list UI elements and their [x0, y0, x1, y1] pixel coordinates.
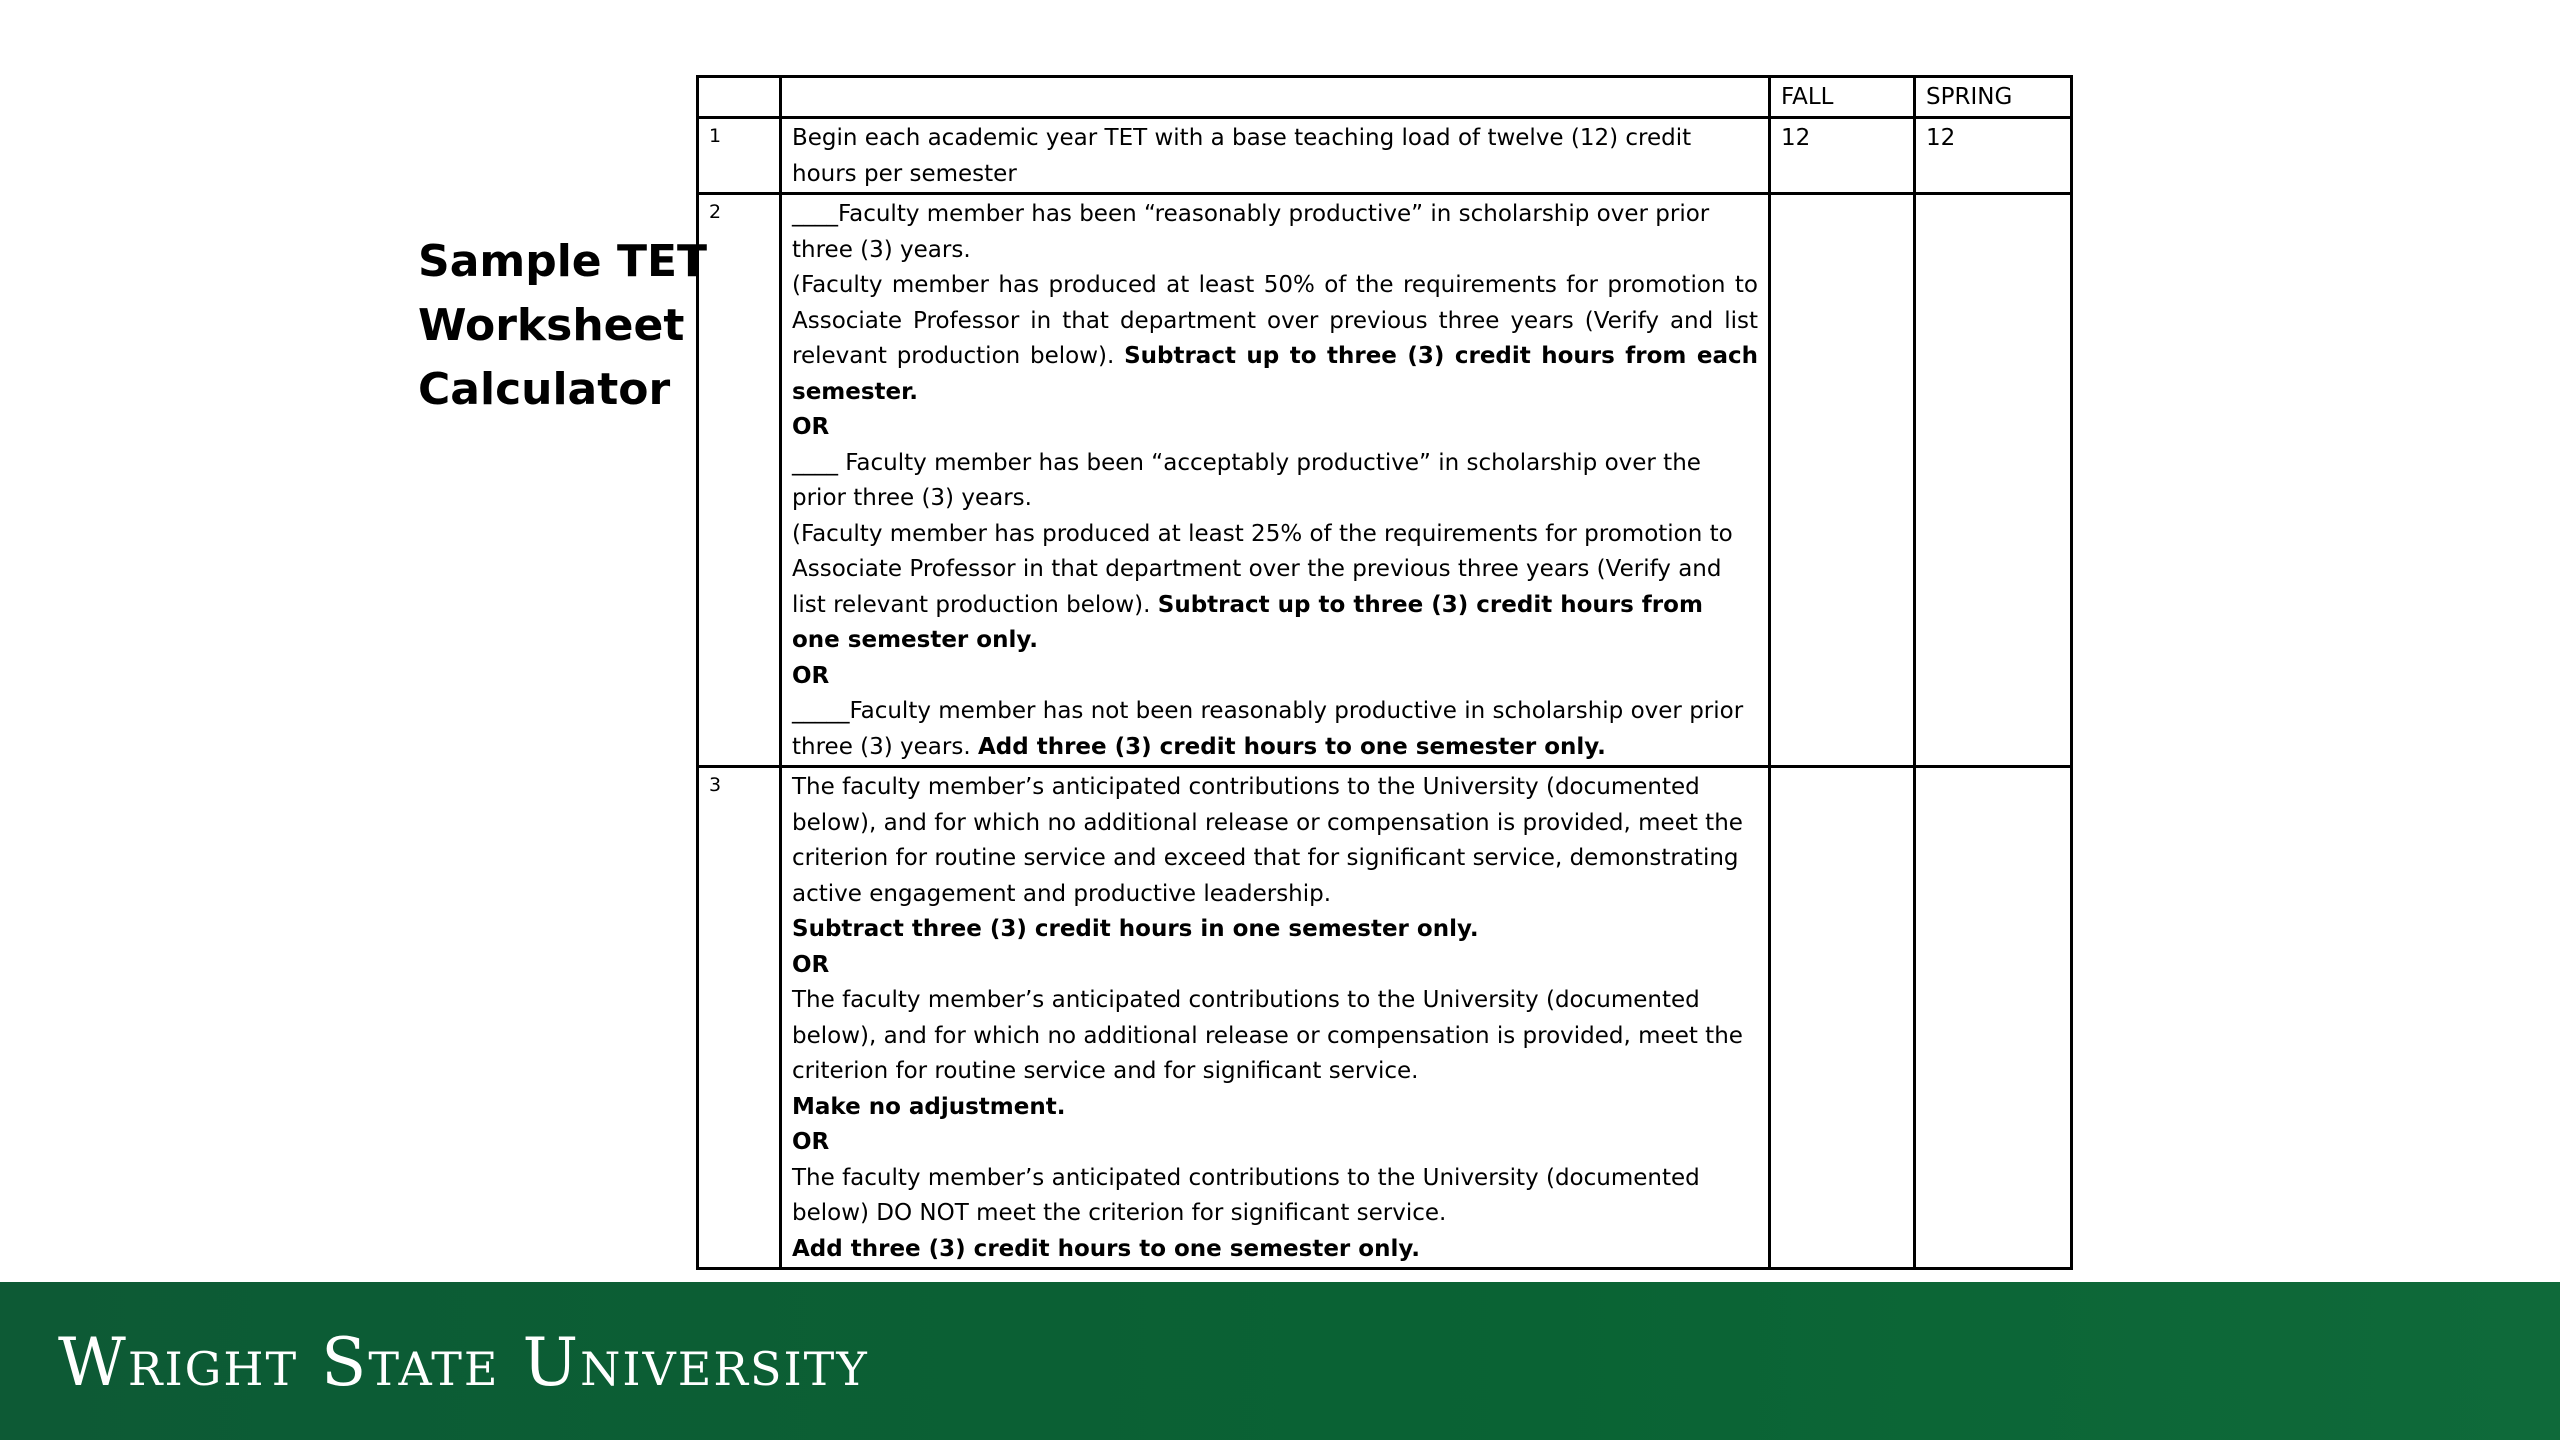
- scholarship-option-acceptable: ____ Faculty member has been “acceptably productive” in scholarship over the prior three (3) years.: [792, 449, 1701, 511]
- fall-cell[interactable]: [1770, 194, 1915, 767]
- header-desc-cell: [781, 77, 1770, 118]
- or-separator: [792, 948, 1758, 984]
- fall-cell[interactable]: [1770, 767, 1915, 1269]
- adjustment-line: [792, 1090, 1758, 1126]
- row-number: 1: [698, 118, 781, 194]
- service-option-not-meet: The faculty member’s anticipated contributions to the University (documented below) DO NOT meet the criterion for significant service.: [792, 1164, 1700, 1226]
- table-header-row: [698, 77, 2072, 118]
- row-description: [781, 767, 1770, 1269]
- title-line: Worksheet: [418, 300, 685, 351]
- detail-text: (Faculty member has produced at least 25% of the requirements for promotion to Associate Professor in that department over the previous three years (Verify and list relevant production below).: [792, 520, 1733, 618]
- scholarship-option-acceptable-detail: [792, 517, 1758, 659]
- scholarship-option-not-productive: [792, 694, 1758, 765]
- slide-title: [418, 230, 708, 422]
- row-description: [781, 194, 1770, 767]
- spring-cell[interactable]: [1915, 767, 2072, 1269]
- footer-banner: [0, 1282, 2560, 1440]
- base-load-text: Begin each academic year TET with a base teaching load of twelve (12) credit hours per semester: [792, 125, 1692, 187]
- or-label: OR: [792, 1129, 830, 1155]
- scholarship-option-reasonable: ____Faculty member has been “reasonably productive” in scholarship over prior three (3) years.: [792, 201, 1710, 263]
- service-option-exceeds: The faculty member’s anticipated contributions to the University (documented below), and for which no additional release or compensation is provided, meet the criterion for routine service and exceed that for significant service, demonstrating active engagement and productive leadership.: [792, 774, 1743, 907]
- spring-cell[interactable]: [1915, 194, 2072, 767]
- adjustment-text: Add three (3) credit hours to one semester only.: [792, 1235, 1420, 1262]
- detail-text: (Faculty member has produced at least 50% of the requirements for promotion to Associate Professor in that department over previous three years (Verify and list relevant production below).: [792, 272, 1758, 369]
- scholarship-option-reasonable-detail: [792, 268, 1758, 410]
- adjustment-text: Subtract up to three (3) credit hours from each semester.: [792, 343, 1758, 405]
- title-line: Sample TET: [418, 236, 708, 287]
- row-number: 3: [698, 767, 781, 1269]
- or-label: OR: [792, 662, 830, 689]
- option-text: _____Faculty member has not been reasonably productive in scholarship over prior three (3) years.: [792, 698, 1744, 760]
- adjustment-line: [792, 1232, 1758, 1268]
- or-label: OR: [792, 414, 830, 440]
- fall-cell[interactable]: 12: [1770, 118, 1915, 194]
- or-separator: [792, 1125, 1758, 1161]
- spring-cell[interactable]: 12: [1915, 118, 2072, 194]
- row-description: [781, 118, 1770, 194]
- table-row: [698, 194, 2072, 767]
- table-row: [698, 118, 2072, 194]
- service-option-meets: The faculty member’s anticipated contributions to the University (documented below), and for which no additional release or compensation is provided, meet the criterion for routine service and for significant service.: [792, 987, 1743, 1084]
- header-fall: FALL: [1770, 77, 1915, 118]
- adjustment-text: Subtract up to three (3) credit hours from one semester only.: [792, 591, 1703, 653]
- title-line: Calculator: [418, 364, 671, 415]
- table-row: [698, 767, 2072, 1269]
- row-number: 2: [698, 194, 781, 767]
- header-num-cell: [698, 77, 781, 118]
- adjustment-line: [792, 912, 1758, 948]
- or-label: OR: [792, 951, 830, 978]
- university-wordmark: Wright State University: [58, 1324, 869, 1401]
- adjustment-text: Add three (3) credit hours to one semester only.: [977, 733, 1606, 760]
- or-separator: [792, 410, 1758, 446]
- or-separator: [792, 659, 1758, 695]
- adjustment-text: Make no adjustment.: [792, 1093, 1066, 1120]
- header-spring: SPRING: [1915, 77, 2072, 118]
- tet-worksheet-table: [696, 75, 2073, 1270]
- adjustment-text: Subtract three (3) credit hours in one semester only.: [792, 916, 1479, 942]
